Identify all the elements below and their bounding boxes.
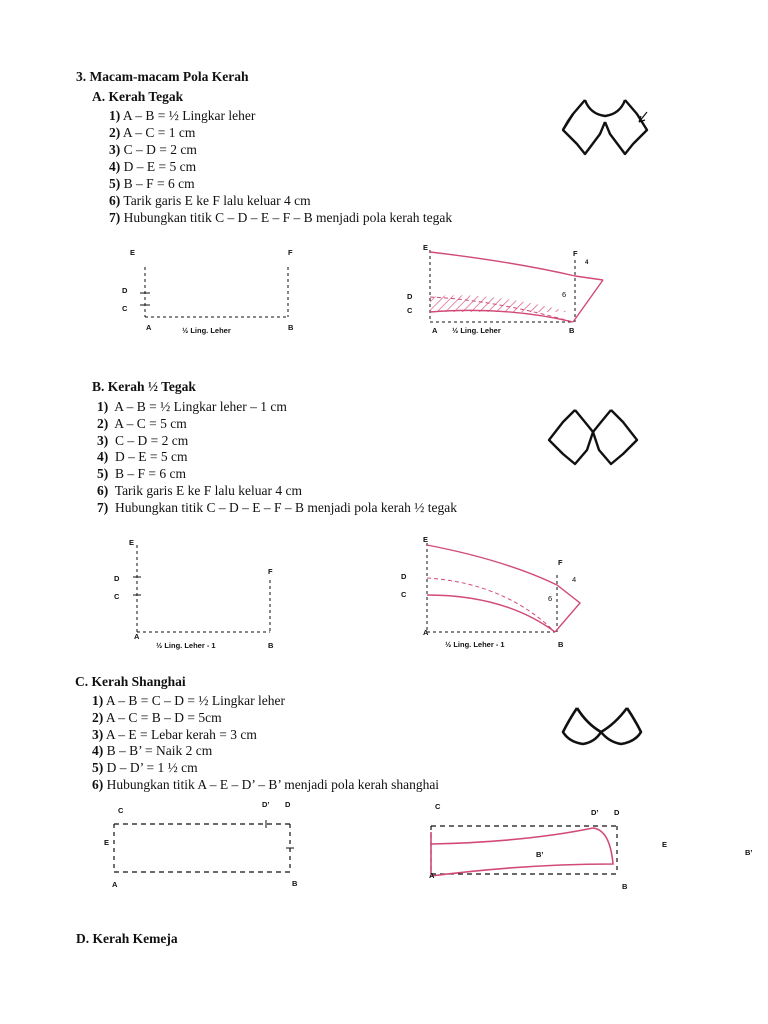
- point-label-d: D: [114, 574, 120, 583]
- point-label-c: C: [122, 304, 128, 313]
- point-label-f: F: [558, 558, 563, 567]
- point-label-e: E: [423, 243, 429, 252]
- point-label-e-outside: E: [662, 840, 668, 849]
- point-label-d: D: [122, 286, 128, 295]
- point-label-c: C: [118, 806, 124, 815]
- list-item: 1) A – B = ½ Lingkar leher – 1 cm: [97, 399, 287, 414]
- list-item: 2) A – C = B – D = 5cm: [92, 710, 222, 725]
- point-label-f: F: [288, 248, 293, 257]
- point-label-e: E: [104, 838, 110, 847]
- diagram-c-left: [108, 812, 308, 882]
- section-d-title: D. Kerah Kemeja: [76, 931, 178, 946]
- point-label-a: A: [112, 880, 118, 889]
- list-item: 5) D – D’ = 1 ½ cm: [92, 760, 198, 775]
- dimension-label-6: 6: [548, 594, 553, 603]
- point-label-c: C: [407, 306, 413, 315]
- list-item: 1) A – B = C – D = ½ Lingkar leher: [92, 693, 285, 708]
- list-item: 5) B – F = 6 cm: [109, 176, 195, 191]
- list-item: 6) Tarik garis E ke F lalu keluar 4 cm: [109, 193, 311, 208]
- section-c-title: C. Kerah Shanghai: [75, 674, 186, 689]
- page-heading: 3. Macam-macam Pola Kerah: [76, 69, 249, 84]
- list-item: 2) A – C = 1 cm: [109, 125, 196, 140]
- base-label: ½ Ling. Leher: [182, 326, 231, 335]
- point-label-e: E: [129, 538, 135, 547]
- point-label-b: B: [569, 326, 575, 335]
- base-label: ½ Ling. Leher - 1: [445, 640, 505, 649]
- list-item: 4) B – B’ = Naik 2 cm: [92, 743, 213, 758]
- list-item: 6) Hubungkan titik A – E – D’ – B’ menjadi pola kerah shanghai: [92, 777, 440, 792]
- point-label-c: C: [435, 802, 441, 811]
- point-label-e: E: [423, 535, 429, 544]
- dimension-label-4: 4: [585, 260, 589, 266]
- list-item: 5) B – F = 6 cm: [97, 466, 186, 481]
- point-label-d: D: [614, 808, 620, 817]
- diagram-a-left: [120, 245, 320, 335]
- diagram-c-right: [425, 812, 635, 887]
- point-label-a: A: [423, 628, 429, 637]
- dimension-label-6: 6: [562, 290, 567, 299]
- point-label-b: B: [288, 323, 294, 332]
- point-label-d-prime: D’: [262, 800, 270, 809]
- point-label-a: A: [134, 632, 140, 641]
- section-b-title: B. Kerah ½ Tegak: [92, 379, 196, 394]
- collar-illustration-a: [555, 92, 655, 167]
- list-item: 2) A – C = 5 cm: [97, 416, 187, 431]
- diagram-a-right: [415, 240, 635, 340]
- base-label: ½ Ling. Leher - 1: [156, 641, 216, 650]
- list-item: 1) A – B = ½ Lingkar leher: [109, 108, 256, 123]
- section-a-title: A. Kerah Tegak: [92, 89, 184, 104]
- point-label-b: B: [268, 641, 274, 650]
- list-item: 3) C – D = 2 cm: [97, 433, 189, 448]
- list-item: 4) D – E = 5 cm: [97, 449, 188, 464]
- point-label-d-prime: D’: [591, 808, 599, 817]
- point-label-d: D: [407, 292, 413, 301]
- point-label-a: A: [429, 871, 435, 880]
- diagram-b-right: [415, 535, 615, 645]
- list-item: 7) Hubungkan titik C – D – E – F – B menjadi pola kerah ½ tegak: [97, 500, 457, 515]
- point-label-b: B: [622, 882, 628, 891]
- point-label-a: A: [432, 326, 438, 335]
- base-label: ½ Ling. Leher: [452, 326, 501, 335]
- point-label-b: B: [558, 640, 564, 649]
- point-label-f: F: [268, 567, 273, 576]
- point-label-d: D: [401, 572, 407, 581]
- point-label-b-prime: B’: [536, 850, 544, 859]
- point-label-b-prime-outside: B’: [745, 848, 753, 857]
- point-label-d: D: [285, 800, 291, 809]
- point-label-b: B: [292, 879, 298, 888]
- dimension-label-4: 4: [572, 575, 577, 584]
- list-item: 6) Tarik garis E ke F lalu keluar 4 cm: [97, 483, 303, 498]
- point-label-c: C: [114, 592, 120, 601]
- point-label-c: C: [401, 590, 407, 599]
- point-label-f: F: [573, 249, 578, 258]
- collar-illustration-c: [555, 702, 645, 757]
- point-label-e: E: [130, 248, 136, 257]
- collar-illustration-b: [545, 402, 645, 472]
- list-item: 3) C – D = 2 cm: [109, 142, 197, 157]
- list-item: 3) A – E = Lebar kerah = 3 cm: [92, 727, 257, 742]
- list-item: 4) D – E = 5 cm: [109, 159, 197, 174]
- list-item: 7) Hubungkan titik C – D – E – F – B menjadi pola kerah tegak: [109, 210, 453, 225]
- point-label-a: A: [146, 323, 152, 332]
- diagram-b-left: [125, 535, 305, 645]
